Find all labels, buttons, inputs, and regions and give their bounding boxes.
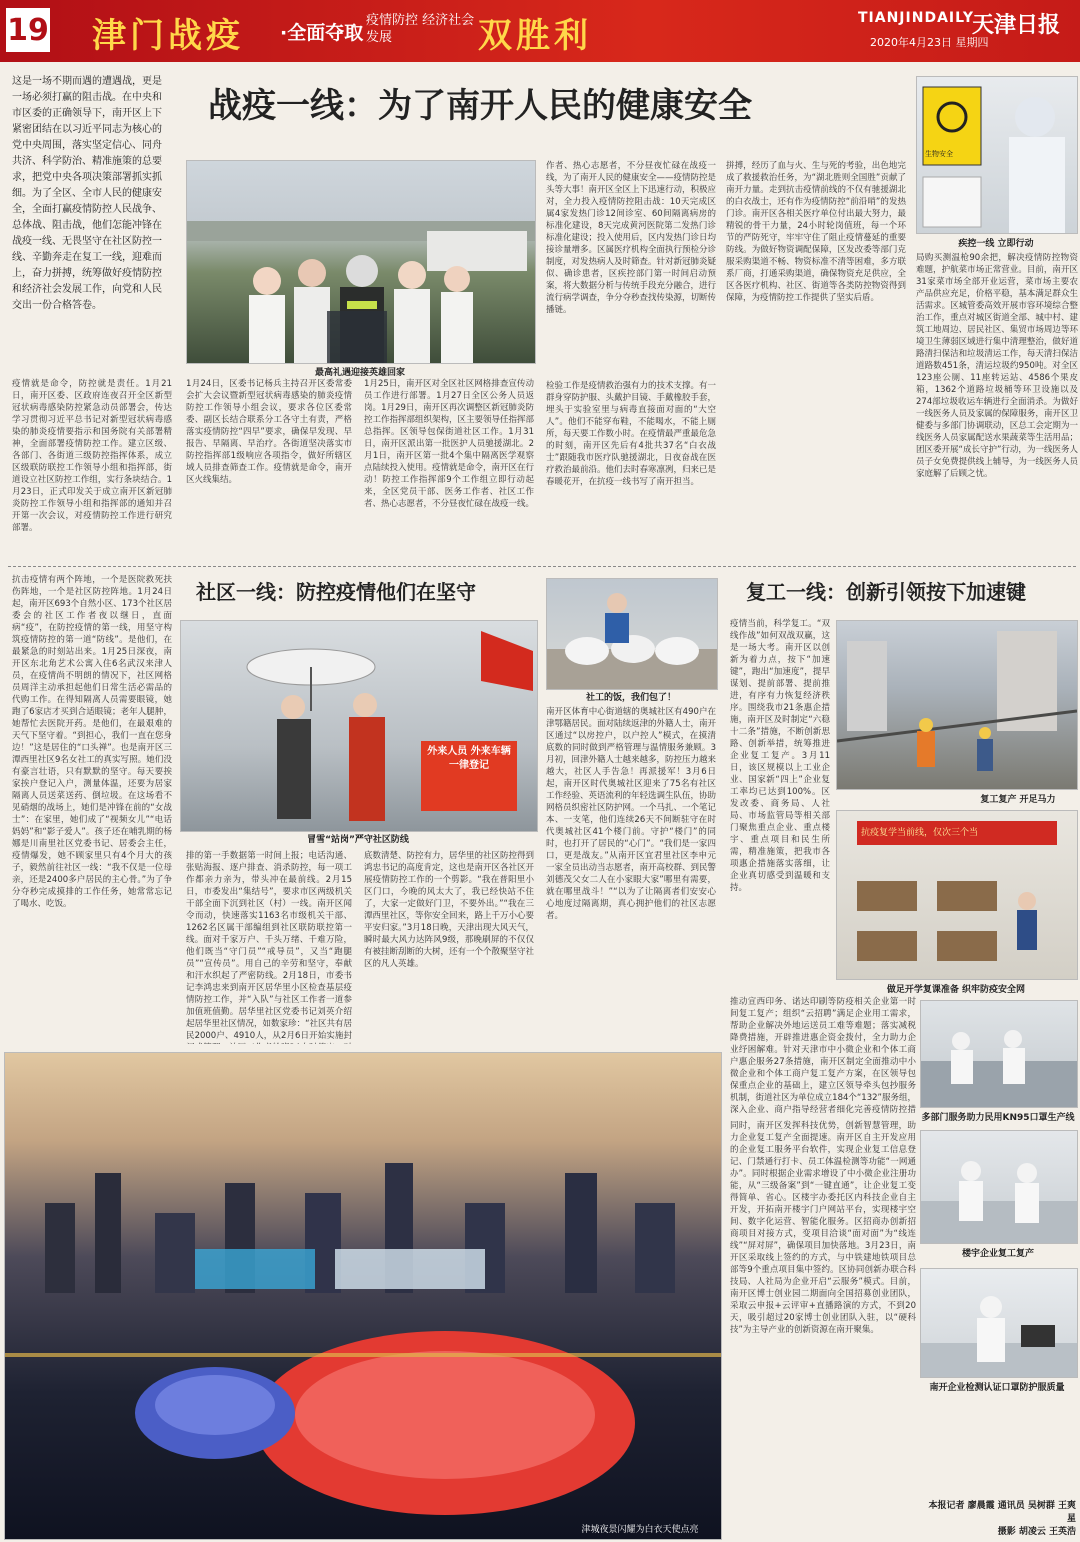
paper-name-cn: 天津日报 (972, 12, 1061, 38)
inspector-photo-scene (921, 1269, 1077, 1377)
top-right-photo (916, 76, 1078, 234)
issue-date: 2020年4月23日 星期四 (870, 36, 989, 49)
inspector-photo-caption: 南开企业检测认证口罩防护服质量 (929, 1383, 1065, 1393)
banner-title-mid: ·全面夺取 (280, 22, 364, 44)
headline-resume: 复工一线：创新引领按下加速键 (746, 580, 1026, 604)
article-resume-col2: 推动宣西印务、诺达印刷等防疫相关企业第一时间复工复产；组织“云招聘”满足企业用工需求，帮助企业解决外地运送员工难等难题；落实减税降费措施，开辟推进惠企资金拨付，全力助力企业纾困解难。针对天津市中小微企业和个体工商户惠企服务27条措施，南开区制定全面推动中小微企业和个体工商户复工复产方案，在区领导包保重点企业的基础上，建立区领导牵头包抄服务机制，街道社区为单位成立184个“132”服务组，深入企业、商户指导经营者细化完善疫情防控措 (730, 997, 916, 1115)
lab-photo-scene (921, 1131, 1077, 1243)
classroom-photo-caption: 做足开学复课准备 织牢防疫安全网 (886, 985, 1026, 995)
hero-photo-caption: 最高礼遇迎接英雄回家 (314, 368, 405, 378)
umbrella-photo-caption: 冒雪“站岗”严守社区防线 (307, 835, 409, 845)
hero-photo (186, 160, 536, 364)
article-battle-col4: 作者、热心志愿者，不分昼夜忙碌在战疫一线，为了南开人民的健康安全——疫情防控是头等大事！南开区全区上下迅速行动，积极应对，全力投入疫情防控阻击战：10天完成区属4家发热门诊12间诊室、60间隔离病房的标准化建设，8天完成黄河医院第二发热门诊标准化建设；投入使用后，区内发热门诊日均接诊量增多。区属医疗机构全面执行预检分诊制度，对发热病人及时筛查。针对新冠肺炎疑似、确诊患者，区疾控部门第一时间启动预案，将大数据分析与传统手段充分融合，进行流行病学调查，争分夺秒查找传染源，切断传播链。 (546, 161, 716, 315)
article-battle-col5: 检验工作是疫情救治强有力的技术支撑。有一群身穿防护服、头戴护目镜、手戴橡胶手套，埋头于实验室里与病毒直接面对面的“大空人”。他们不能穿布鞋，不能喝水，不能上厕所，每天要工作数小时。在疫情最严重最危急的时刻，南开区先后有4批共37名“白衣战士”跟随我市医疗队驰援湖北，日夜奋战在医疗救治最前沿。他们去时春寒凛冽，归来已是春暖花开，在抗疫一线书写了南开担当。 (546, 381, 716, 487)
night-photo-caption: 津城夜景闪耀为白衣天使点亮 (581, 1525, 699, 1535)
article-community-col3: 底数清楚、防控有力，居华里的社区防控得到鸿忠书记的高度肯定，这也是南开区各社区开展疫情防控工作的一个剪影。“我在普阳里小区门口，今晚的风太大了，我已经快站不住了，大家一定做好门卫，不要外出。”“我在三潭西里社区，等你安全回来，路上千万小心要平安归家。”3月18日晚，天津出现大风天气，瞬时最大风力达阵风9级，那晚刷屏的不仅仅有被挂断刮断的大树，还有一个个散聚坚守社区的凡人英雄。 (364, 851, 534, 969)
article-resume-col1: 疫情当前，科学复工。“双线作战”如何双战双赢，这是一场大考。南开区以创新为着力点，按下“加速键”，跑出“加速度”，提早谋划、提前部署、提前推进，有序有力恢复经济秩序。围绕我市21条惠企措施，南开区及时制定“六稳十二条”措施，不断创新思路、创新举措，统筹推进企业复工复产。3月11日，该区规模以上工业企业、国家新“四上”企业复工率均已达到100%。区发改委、商务局、人社局、市场监管局等相关部门聚焦重点企业、重点楼宇、重点项目和民生所需，精准施策，把我市各项惠企措施落实落细，让企业真切感受到温暖和支持。 (730, 619, 830, 893)
article-battle-col6: 拼搏，经历了血与火、生与死的考验，出色地完成了救援救治任务，为“湖北胜则全国胜”贡献了南开力量。走到抗击疫情前线的不仅有驰援湖北的白衣战士，还有作为疫情防控“前沿哨”的发热门诊。南开区各相关医疗单位付出最大努力，最精锐的骨干力量，24小时轮岗值班，每一个环节的严防死守，牢牢守住了阻止疫情蔓延的重要防线。为做好物资调配保障，区发改委等部门克服采购渠道不畅、物资标准不清等困难，多方联系厂商，打通采购渠道，确保物资充足供应，全区各医疗机构、社区、街道等各类防控物资得到保障，为疫情防控工作提供了坚实后盾。 (726, 161, 906, 303)
article-community-col4: 南开区体育中心街道辖的奥城社区有490户在津鄂籍居民。面对陆续返津的外籍人士，南开区通过“以房控户，以户控人”模式，在摸清底数的同时做到严格管理与温情服务兼顾。3月初，回津外籍人士越来越多，防控压力越来越大，社区人手告急！再派援军！3月6日起，南开区时代奥城社区迎来了75名有社区工作经验、英语流利的年轻选调生队伍，协助网格员织密社区防护网。一个马扎、一个笔记本、一支笔，他们连续26天不间断驻守在时代奥城社区41个楼门前。守护“楼门”的同时，也打开了居民的“心门”。“我们是一家四口，更是战友。”从南开区宜君里社区李申元一家全员出动当志愿者，南开高校群、到民警刘德茂父女二人在小家眼大家”哪里有需要，就在哪里战斗！”“以为了让隔离者们安安心心地度过隔离期，真心拥护他们的社区志愿者。 (546, 707, 716, 921)
mask-factory-photo-scene (921, 1001, 1077, 1107)
intro-paragraph: 这是一场不期而遇的遭遇战，更是一场必须打赢的阻击战。在中央和市区委的正确领导下，南开区上下紧密团结在以习近平同志为核心的党中央周围，落实坚定信心、同舟共济、科学防治、精准施策的总要求，把党中央各项决策部署抓实抓细。为了全区、全市人民的健康安全，全面打赢疫情防控人民战争、总体战、阻击战，他们怎能冲锋在战疫一线、无畏坚守在社区防控一线、辛勤奔走在复工一线，迎难而上，奋力拼搏，统筹做好疫情防控和经济社会发展工作，向党和人民交出一份合格答卷。 (12, 76, 162, 311)
article-community-col1: 抗击疫情有两个阵地，一个是医院救死扶伤阵地，一个是社区防控阵地。1月24日起，南开区693个自然小区、173个社区居委会的社区工作者夜以继日，直面病“疫”，在防控疫情的第一线，用坚守构筑疫情防控的第一道“防线”。是他们，在最紧急的时刻站出来。1月25日深夜，南开区东北角艺术公寓入住6名武汉来津人员，在疫情尚不明朗的情况下，社区网格员周洋主动承担起他们日常生活必需品的代购工作。在得知隔离人员需要眼镜，她跑了6家店才买到合适眼镜；老年人腿肿，她帮忙去医院开药。是他们，在最艰难的天气下坚守着。“到担心，我们一直在您身边！”这是居住的“口头禅”。也是南开区三潭西里社区9名女社工的真实写照。她们没有豪言壮语，只有默默的坚守。每天要挨家挨户登记入户，测量体温，还要为居家隔离人员送菜送药、倒垃圾。在这场看不见硝烟的战场上，她们是冲锋在前的“女战士”：在家里，她们成了“视频女儿”“电话妈妈”和“影子爱人”。孩子还在哺乳期的杨娜是川南里社区党委书记、居委会主任，疫情爆发，她不顾家里只有4个月大的孩子，毅然前往社区一线：“我不仅是一位母亲，还是2400多户居民的主心骨。”为了争分夺秒完成摸排的工作任务，她常常忘记了喝水、吃饭。 (12, 575, 172, 909)
top-right-caption: 疾控一线 立即行动 (958, 239, 1034, 249)
meal-photo-caption: 社工的饭，我们包了！ (585, 693, 676, 703)
construction-photo-scene (837, 621, 1077, 789)
article-battle-col1: 疫情就是命令，防控就是责任。1月21日，南开区委、区政府连夜召开全区新型冠状病毒感染防控紧急动员部署会，传达学习贯彻习近平总书记对新型冠状病毒感染的肺炎疫情要指示和国务院有关部署精神，全面部署疫情防控工作。建立区级、各部门、各街道三级防控指挥体系，成立区级联防联控工作领导小组和指挥部，街道设立社区防控工作组，实行条块结合。1月23日，正式印发关于成立南开区新冠肺炎防控工作领导小组和指挥部的通知并召开第一次会议，对疫情防控工作进行研究部署。 (12, 379, 172, 533)
page-number: 19 (6, 8, 50, 52)
banner-title-end: 双胜利 (478, 16, 592, 56)
umbrella-photo-scene (181, 621, 537, 831)
article-battle-col3: 1月25日，南开区对全区社区网格排查宣传动员工作进行部署。1月27日全区公务人员返岗。1月29日，南开区再次调整区新冠肺炎防控工作指挥部组织架构，区主要领导任指挥部总指挥。区领导包保街道社区工作。1月31日，南开区派出第一批医护人员驰援湖北。2月1日，南开区第一批4个集中隔离医学观察点陆续投入使用。疫情就是命令，南开区在行动！防控工作指挥部9个工作组立即行动起来，全区党员干部、医务工作者、社区工作者、热心志愿者，不分昼夜忙碌在战疫一线。 (364, 379, 534, 509)
inspector-photo (920, 1268, 1078, 1378)
classroom-photo (836, 810, 1078, 980)
mask-factory-caption: 多部门服务助力民用KN95口罩生产线 (921, 1113, 1075, 1123)
article-battle-col2: 1月24日，区委书记杨兵主持召开区委常委会扩大会议暨新型冠状病毒感染的肺炎疫情防控工作领导小组会议，要求各位区委常委、副区长结合联系分工各守土有责，严格落实疫情防控“四早”要求，确保早发现、早报告、早隔离、早治疗。各街道坚决落实市防控指挥部1级响应各项指令，做好所辖区域人员排查筛查工作。疫情就是命令，南开区火线集结。 (186, 379, 352, 485)
headline-community: 社区一线：防控疫情他们在坚守 (196, 580, 476, 604)
banner-tagline: 疫情防控 经济社会发展 (366, 13, 475, 45)
banner-title-main: 津门战疫 (92, 16, 244, 56)
paper-name-en: TIANJINDAILY (858, 10, 974, 26)
section-divider (8, 566, 1076, 567)
community-signboard: 外来人员 外来车辆 一律登记 (427, 746, 511, 771)
reporter-credit: 本报记者 廖晨霞 通讯员 吴树群 王爽星 (928, 1501, 1076, 1524)
photographer-credit: 摄影 胡凌云 王英浩 (997, 1527, 1076, 1537)
hero-photo-scene (187, 161, 535, 363)
construction-photo (836, 620, 1078, 790)
headline-battle: 战疫一线：为了南开人民的健康安全 (208, 86, 752, 126)
meal-photo-scene (547, 579, 717, 689)
night-aerial-photo (4, 1052, 722, 1540)
night-aerial-photo-scene (5, 1053, 721, 1539)
article-community-col2: 排的第一手数据第一时间上报；电话沟通、张贴海报、逐户排查、消杀防控，每一项工作都亲力亲为，带头冲在最前线。2月15日，市委发出“集结号”，要求市区两级机关干部全面下沉到社区（村）一线。南开区闻令而动，快速落实1163名市级机关干部、1262名区属干部编组到社区联防联控第一线。面对千家万户、千头万绪、千难万险，他们既当“守门员”“戒导员”，又当“跑腿员”“宣传员”。用自己的辛劳和坚守，奉献和汗水织起了严密防线。2月18日，市委书记李鸿忠来到南开区居华里小区检查基层疫情防控工作，并“入队”与社区工作者一道参加值班值勤。居华里社区党委书记刘英介绍起居华里社区情况，如数家珍：“社区共有居民2000户、4910人，从2月6日开始实施封 (186, 851, 352, 1041)
lab-photo-caption: 楼宇企业复工复产 (961, 1249, 1034, 1259)
construction-photo-caption: 复工复产 开足马力 (980, 795, 1056, 805)
article-resume-col3: 同时，南开区发挥科技优势，创新智慧管理，助力企业复工复产全面提速。南开区自主开发应用的企业复工服务平台软件，实现企业复工信息登记、门禁通行打卡、员工体温检测等功能“一网通办”。同时根据企业需求增设了中小微企业注册功能，从“三级备案”到“一键直通”，让企业复工变得简单、省心。区楼宇办委托区内科技企业自主开发，开拓南开楼宇门户网站平台，实现楼宇空间、数字化运营、智能化服务。区招商办创新招商项目对接方式，变项目洽谈“面对面”为“线连线”“屏对屏”，确保项目加快落地。3月23日，南开区采取线上签约的方式，与中铁建地铁项目总部等9个重点项目集中签约。区协同创新办联合科技局、人社局为企业开启“云服务”模式。目前，南开区博士创业园二期面向全国招募创业团队，采取云申报+云评审+直播路演的方式，不到20天，吸引超过20家博士创业团队入驻，以“硬科技”为主导产业的创新资源在南开聚集。 (730, 1121, 916, 1335)
umbrella-photo (180, 620, 538, 832)
article-battle-col7: 局购买测温枪90余把，解决疫情防控物资难题，护航菜市场正常营业。目前，南开区31家菜市场全部开业运营，菜市场主要农产品供应充足，价格平稳，基本满足群众生活需求。区城管委高效开展市容环境综合整治工作，重点对城区街道全部、城中村、建筑工地周边、居民社区、集贸市场周边等环境卫生薄弱区域进行集中清理整治，做好道路清扫保洁和垃圾清运工作，每天清扫保洁道路数451条，清运垃圾约950吨。对全区123座公厕、11座转运站、4586个果皮箱，1362个道路垃圾桶等环卫设施以及274部垃圾收运车辆进行全面消杀。为做好一线医务人员及家属的保障服务，南开区卫健委与多部门协调联动，区总工会定期为一线医务人员家属配送水果蔬菜等生活用品；团区委开展“成长守护”行动，为一线医务人员子女免费提供线上辅导，为一线医务人员家庭解了后顾之忧。 (916, 253, 1078, 479)
lab-photo (920, 1130, 1078, 1244)
credits (920, 1500, 1076, 1539)
bio-safety-label: 生物安全 (925, 150, 953, 158)
meal-photo (546, 578, 718, 690)
mask-factory-photo (920, 1000, 1078, 1108)
classroom-banner: 抗疫复学当前线，仅次三个当 (861, 828, 979, 838)
